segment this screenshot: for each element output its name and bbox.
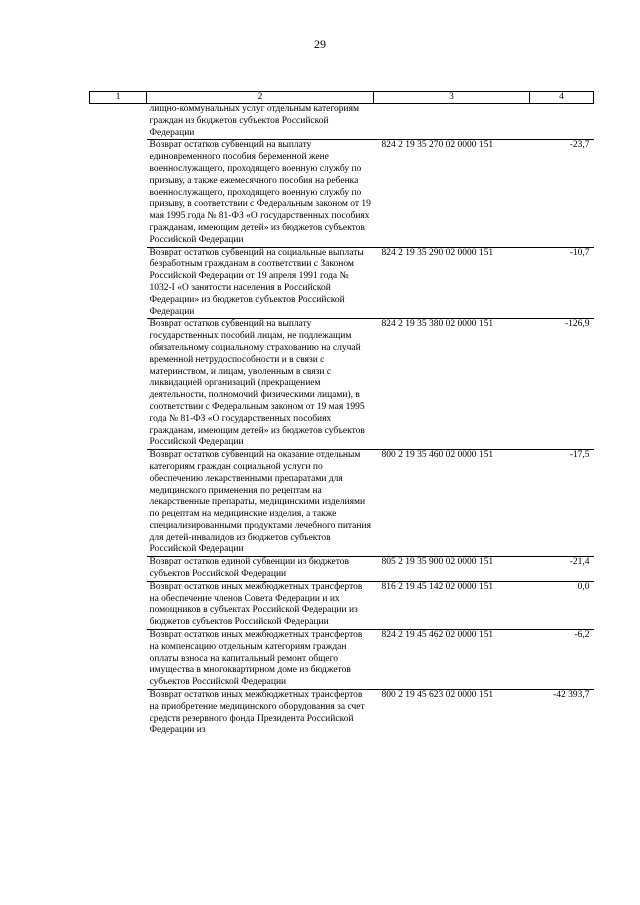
row-amount-cell: 0,0 bbox=[530, 581, 594, 629]
row-number-cell bbox=[90, 557, 147, 582]
table-row bbox=[90, 450, 594, 557]
table-body bbox=[90, 104, 594, 738]
row-amount-cell: -42 393,7 bbox=[530, 690, 594, 738]
row-code-cell: 824 2 19 35 290 02 0000 151 bbox=[374, 247, 530, 319]
table-row bbox=[90, 630, 594, 690]
table-row bbox=[90, 140, 594, 247]
row-amount-cell bbox=[530, 104, 594, 140]
column-header-1: 1 bbox=[90, 92, 147, 104]
table-row bbox=[90, 690, 594, 738]
row-name-cell: лищно-коммунальных услуг отдельным категориям граждан из бюджетов субъектов Российской Федерации bbox=[149, 104, 359, 138]
row-code-cell: 800 2 19 35 460 02 0000 151 bbox=[374, 450, 530, 557]
table-header-row bbox=[90, 92, 594, 104]
row-amount-cell: -23,7 bbox=[530, 140, 594, 247]
table-row bbox=[90, 247, 594, 319]
row-number-cell bbox=[90, 450, 147, 557]
table-row bbox=[90, 319, 594, 450]
row-name-cell: Возврат остатков субвенций на выплату единовременного пособия беременной жене военнослужащего, проходящего военную службу по призыву, а также ежемесячного пособия на ребенка военнослужащего, проходящего военную службу по призыву, в соответствии с Федеральным законом от 19 мая 1995 года № 81-ФЗ «О государственных пособиях гражданам, имеющим детей» из бюджетов субъектов Российской Федерации bbox=[147, 140, 374, 247]
row-amount-cell: -10,7 bbox=[530, 247, 594, 319]
row-code-cell: 824 2 19 45 462 02 0000 151 bbox=[374, 630, 530, 690]
row-number-cell bbox=[90, 319, 147, 450]
row-number-cell bbox=[90, 104, 147, 140]
row-amount-cell: -17,5 bbox=[530, 450, 594, 557]
row-name-cell: Возврат остатков иных межбюджетных трансфертов на обеспечение членов Совета Федерации и их помощников в субъектах Российской Федерации из бюджетов субъектов Российской Федерации bbox=[147, 581, 374, 629]
row-code-cell: 816 2 19 45 142 02 0000 151 bbox=[374, 581, 530, 629]
row-number-cell bbox=[90, 247, 147, 319]
row-name-cell: Возврат остатков субвенций на оказание отдельным категориям граждан социальной услуги по обеспечению лекарственными препаратами для медицинского применения по рецептам на лекарственные препараты, медицинскими изделиями по рецептам на медицинские изделия, а также специализированными продуктами лечебного питания для детей-инвалидов из бюджетов субъектов Российской Федерации bbox=[147, 450, 374, 557]
table-row bbox=[90, 581, 594, 629]
row-name-cell: Возврат остатков субвенций на социальные выплаты безработным гражданам в соответствии с Законом Российской Федерации от 19 апреля 1991 года № 1032-I «О занятости населения в Российской Федерации» из бюджетов субъектов Российской Федерации bbox=[147, 247, 374, 319]
row-name-cell: Возврат остатков иных межбюджетных трансфертов на компенсацию отдельным категориям граждан оплаты взноса на капитальный ремонт общего имущества в многоквартирном доме из бюджетов субъектов Российской Федерации bbox=[147, 630, 374, 690]
row-amount-cell: -21,4 bbox=[530, 557, 594, 582]
row-number-cell bbox=[90, 140, 147, 247]
row-number-cell bbox=[90, 581, 147, 629]
column-header-2: 2 bbox=[147, 92, 374, 104]
column-header-3: 3 bbox=[374, 92, 530, 104]
row-code-cell: 805 2 19 35 900 02 0000 151 bbox=[374, 557, 530, 582]
row-name-cell: Возврат остатков субвенций на выплату государственных пособий лицам, не подлежащим обязательному социальному страхованию на случай временной нетрудоспособности и в связи с материнством, и лицам, уволенным в связи с ликвидацией организаций (прекращением деятельности, полномочий физическими лицами), в соответствии с Федеральным законом от 19 мая 1995 года № 81-ФЗ «О государственных пособиях гражданам, имеющим детей» из бюджетов субъектов Российской Федерации bbox=[147, 319, 374, 450]
column-header-4: 4 bbox=[530, 92, 594, 104]
table-row bbox=[90, 104, 594, 140]
row-code-cell: 824 2 19 35 270 02 0000 151 bbox=[374, 140, 530, 247]
row-amount-cell: -6,2 bbox=[530, 630, 594, 690]
row-name-cell: Возврат остатков иных межбюджетных трансфертов на приобретение медицинского оборудования за счет средств резервного фонда Президента Российской Федерации из bbox=[147, 690, 374, 738]
page-number: 29 bbox=[314, 37, 326, 51]
row-number-cell bbox=[90, 630, 147, 690]
row-code-cell: 800 2 19 45 623 02 0000 151 bbox=[374, 690, 530, 738]
table-row bbox=[90, 557, 594, 582]
row-code-cell bbox=[374, 104, 530, 140]
budget-table bbox=[89, 91, 594, 737]
row-number-cell bbox=[90, 690, 147, 738]
row-code-cell: 824 2 19 35 380 02 0000 151 bbox=[374, 319, 530, 450]
row-amount-cell: -126,9 bbox=[530, 319, 594, 450]
row-name-cell: Возврат остатков единой субвенции из бюджетов субъектов Российской Федерации bbox=[147, 557, 374, 582]
